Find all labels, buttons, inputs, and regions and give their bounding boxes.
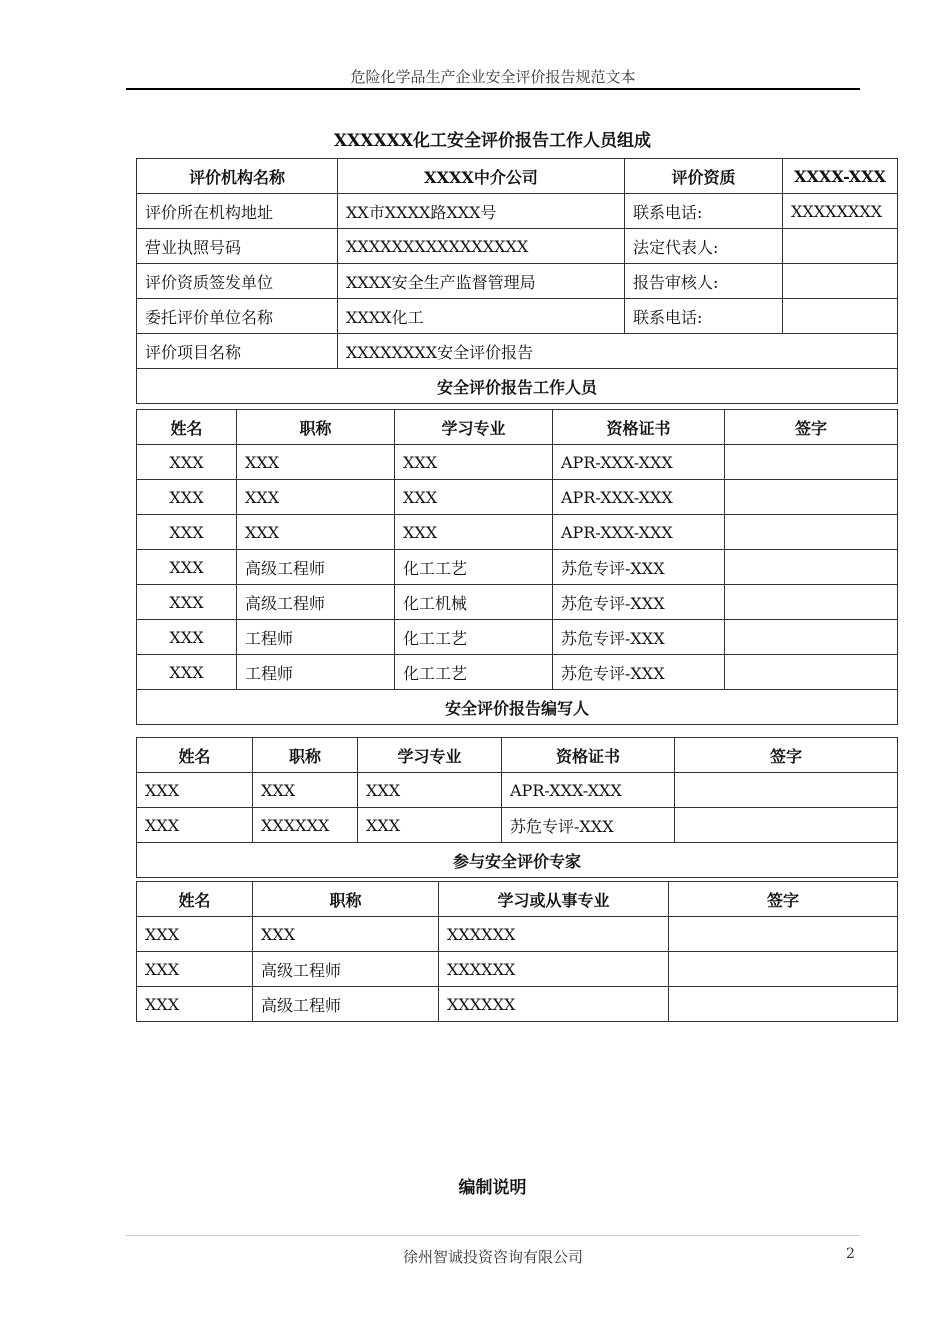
table-row	[137, 655, 898, 690]
table-row	[137, 690, 898, 725]
table-row	[137, 299, 898, 334]
phone-label: 联系电话:	[625, 194, 783, 229]
table-row	[137, 843, 898, 878]
staff-signature	[725, 515, 898, 550]
table-row	[137, 369, 898, 404]
staff-title: XXX	[237, 445, 395, 480]
staff-section-title: 安全评价报告工作人员	[137, 369, 898, 404]
qualification-label: 评价资质	[625, 159, 783, 194]
table-row	[137, 550, 898, 585]
expert-signature	[669, 987, 898, 1022]
page-number: 2	[846, 1246, 855, 1262]
writers-section-title: 安全评价报告编写人	[137, 690, 898, 725]
writers-header-certificate: 资格证书	[502, 738, 675, 773]
experts-header-signature: 签字	[669, 882, 898, 917]
expert-title: 高级工程师	[253, 987, 439, 1022]
staff-signature	[725, 480, 898, 515]
writers-table	[136, 737, 898, 878]
writer-signature	[675, 808, 898, 843]
address-label: 评价所在机构地址	[137, 194, 338, 229]
staff-certificate: APR-XXX-XXX	[553, 515, 725, 550]
expert-title: XXX	[253, 917, 439, 952]
staff-signature	[725, 550, 898, 585]
staff-certificate: 苏危专评-XXX	[553, 655, 725, 690]
table-row	[137, 808, 898, 843]
table-row	[137, 480, 898, 515]
staff-title: 高级工程师	[237, 585, 395, 620]
experts-table	[136, 881, 898, 1022]
client-phone-label: 联系电话:	[625, 299, 783, 334]
staff-header-major: 学习专业	[395, 410, 553, 445]
staff-signature	[725, 620, 898, 655]
phone-value: XXXXXXXX	[783, 194, 898, 229]
staff-name: XXX	[137, 585, 237, 620]
project-label: 评价项目名称	[137, 334, 338, 369]
org-info-table	[136, 158, 898, 404]
staff-title: XXX	[237, 515, 395, 550]
staff-name: XXX	[137, 620, 237, 655]
staff-major: XXX	[395, 515, 553, 550]
expert-major: XXXXXX	[439, 952, 669, 987]
table-row	[137, 334, 898, 369]
experts-section-title: 参与安全评价专家	[137, 843, 898, 878]
qualification-value: XXXX-XXX	[783, 159, 898, 194]
expert-title: 高级工程师	[253, 952, 439, 987]
staff-signature	[725, 445, 898, 480]
table-header-row	[137, 882, 898, 917]
experts-header-major: 学习或从事专业	[439, 882, 669, 917]
table-header-row	[137, 738, 898, 773]
org-name-label: 评价机构名称	[137, 159, 338, 194]
table-row	[137, 515, 898, 550]
expert-major: XXXXXX	[439, 917, 669, 952]
expert-name: XXX	[137, 917, 253, 952]
staff-major: 化工工艺	[395, 655, 553, 690]
section-heading: 编制说明	[458, 1178, 527, 1198]
writer-signature	[675, 773, 898, 808]
writer-major: XXX	[358, 773, 502, 808]
staff-title: 工程师	[237, 620, 395, 655]
writer-title: XXXXXX	[253, 808, 358, 843]
staff-certificate: 苏危专评-XXX	[553, 620, 725, 655]
footer-company: 徐州智诚投资咨询有限公司	[402, 1248, 583, 1266]
table-row	[137, 987, 898, 1022]
project-value: XXXXXXXX安全评价报告	[338, 334, 898, 369]
document-title: XXXXXX化工安全评价报告工作人员组成	[333, 131, 652, 151]
staff-title: XXX	[237, 480, 395, 515]
writers-header-signature: 签字	[675, 738, 898, 773]
staff-header-certificate: 资格证书	[553, 410, 725, 445]
staff-signature	[725, 585, 898, 620]
issuer-value: XXXX安全生产监督管理局	[338, 264, 625, 299]
table-row	[137, 952, 898, 987]
writers-header-major: 学习专业	[358, 738, 502, 773]
license-value: XXXXXXXXXXXXXXXX	[338, 229, 625, 264]
experts-header-name: 姓名	[137, 882, 253, 917]
table-row	[137, 773, 898, 808]
staff-certificate: 苏危专评-XXX	[553, 550, 725, 585]
staff-major: XXX	[395, 480, 553, 515]
header-rule	[126, 88, 860, 90]
table-row	[137, 445, 898, 480]
writer-certificate: APR-XXX-XXX	[502, 773, 675, 808]
client-value: XXXX化工	[338, 299, 625, 334]
staff-table	[136, 409, 898, 725]
reviewer-label: 报告审核人:	[625, 264, 783, 299]
expert-name: XXX	[137, 952, 253, 987]
table-row	[137, 585, 898, 620]
table-row	[137, 194, 898, 229]
writers-header-name: 姓名	[137, 738, 253, 773]
staff-title: 高级工程师	[237, 550, 395, 585]
legal-rep-label: 法定代表人:	[625, 229, 783, 264]
client-label: 委托评价单位名称	[137, 299, 338, 334]
org-name-value: XXXX中介公司	[338, 159, 625, 194]
writer-name: XXX	[137, 808, 253, 843]
table-row	[137, 159, 898, 194]
address-value: XX市XXXX路XXX号	[338, 194, 625, 229]
writer-name: XXX	[137, 773, 253, 808]
staff-title: 工程师	[237, 655, 395, 690]
legal-rep-value	[783, 229, 898, 264]
table-header-row	[137, 410, 898, 445]
table-row	[137, 917, 898, 952]
table-row	[137, 229, 898, 264]
staff-name: XXX	[137, 655, 237, 690]
table-row	[137, 264, 898, 299]
staff-signature	[725, 655, 898, 690]
staff-header-name: 姓名	[137, 410, 237, 445]
staff-major: 化工机械	[395, 585, 553, 620]
page-header: 危险化学品生产企业安全评价报告规范文本	[350, 68, 636, 86]
writer-certificate: 苏危专评-XXX	[502, 808, 675, 843]
expert-name: XXX	[137, 987, 253, 1022]
staff-major: 化工工艺	[395, 620, 553, 655]
reviewer-value	[783, 264, 898, 299]
writer-title: XXX	[253, 773, 358, 808]
writer-major: XXX	[358, 808, 502, 843]
staff-certificate: APR-XXX-XXX	[553, 480, 725, 515]
expert-signature	[669, 917, 898, 952]
staff-name: XXX	[137, 515, 237, 550]
expert-signature	[669, 952, 898, 987]
staff-major: XXX	[395, 445, 553, 480]
staff-certificate: APR-XXX-XXX	[553, 445, 725, 480]
expert-major: XXXXXX	[439, 987, 669, 1022]
writers-header-title: 职称	[253, 738, 358, 773]
table-row	[137, 620, 898, 655]
experts-header-title: 职称	[253, 882, 439, 917]
staff-name: XXX	[137, 480, 237, 515]
issuer-label: 评价资质签发单位	[137, 264, 338, 299]
staff-name: XXX	[137, 550, 237, 585]
client-phone-value	[783, 299, 898, 334]
staff-major: 化工工艺	[395, 550, 553, 585]
staff-certificate: 苏危专评-XXX	[553, 585, 725, 620]
license-label: 营业执照号码	[137, 229, 338, 264]
footer-rule	[126, 1235, 860, 1236]
staff-header-title: 职称	[237, 410, 395, 445]
staff-name: XXX	[137, 445, 237, 480]
staff-header-signature: 签字	[725, 410, 898, 445]
